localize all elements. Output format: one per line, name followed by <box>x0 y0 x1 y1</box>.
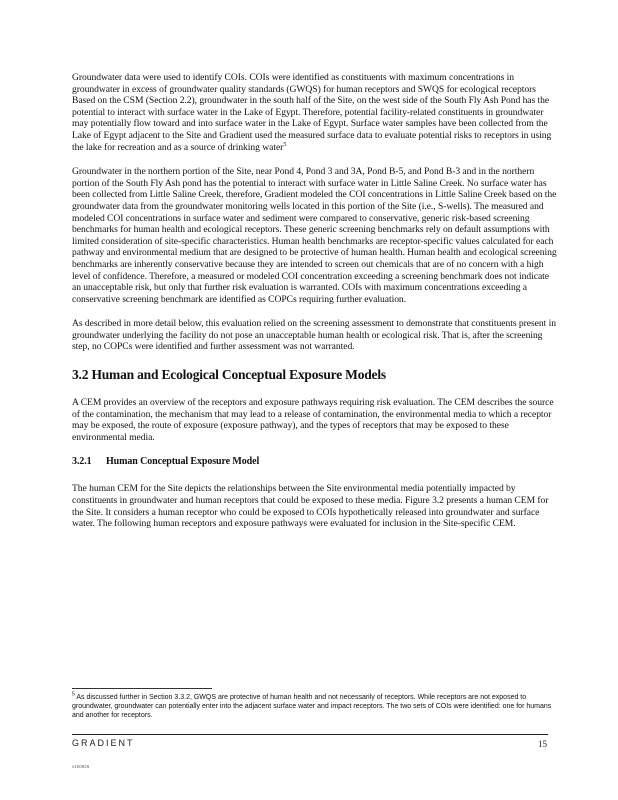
paragraph-cem-overview: A CEM provides an overview of the receptors and exposure pathways requiring risk evaluation. The CEM describes the source of the contamination, the mechanism that may lead to a release of contamination, the environmental media to which a receptor may be exposed, the route of exposure (exposure pathway), and the types of receptors that may be exposed to these environmental media. <box>72 397 554 443</box>
footnote-reference: 5 <box>283 141 287 148</box>
footnote-divider <box>72 688 212 689</box>
footnote-marker: 5 <box>72 691 75 698</box>
subsection-heading <box>72 456 560 467</box>
subsection-title: Human Conceptual Exposure Model <box>106 456 260 468</box>
company-logo: GRADIENT <box>72 738 135 748</box>
footnote <box>72 693 560 720</box>
section-heading: 3.2 Human and Ecological Conceptual Exposure Models <box>72 367 386 383</box>
document-page <box>72 72 560 543</box>
document-code: v160926 <box>72 764 90 769</box>
paragraph-northern-portion: Groundwater in the northern portion of the Site, near Pond 4, Pond 3 and 3A, Pond B-5, and Pond B-3 and in the northern portion of the South Fly Ash pond has the potential to interact with surface water in Little Saline Creek. No surface water has been collected from Little Saline Creek, therefore, Gradient modeled the COI concentrations in Little Saline Creek based on the groundwater data from the groundwater monitoring wells located in this portion of the Site (i.e., S-wells). The measured and modeled COI concentrations in surface water and sediment were compared to conservative, generic risk-based screening benchmarks for human health and ecological receptors. These generic screening benchmarks rely on default assumptions with limited consideration of site-specific characteristics. Human health benchmarks are receptor-specific values calculated for each pathway and environmental medium that are designed to be protective of human health. Human health and ecological screening benchmarks are inherently conservative because they are intended to screen out chemicals that are of no concern with a high level of confidence. Therefore, a measured or modeled COI concentration exceeding a screening benchmark does not indicate an unacceptable risk, but only that further risk evaluation is warranted. COIs with maximum concentrations exceeding a conservative screening benchmark are identified as COPCs requiring further evaluation. <box>72 166 557 305</box>
paragraph-text: Groundwater data were used to identify COIs. COIs were identified as constituents with maximum concentrations in groundwater in excess of groundwater quality standards (GWQS) for human receptors and SWQS for ecological receptors Based on the CSM (Section 2.2), groundwater in the south half of the Site, on the west side of the South Fly Ash Pond has the potential to interact with surface water in the Lake of Egypt. Therefore, potential facility-related constituents in groundwater may potentially flow toward and into surface water in the Lake of Egypt. Surface water samples have been collected from the Lake of Egypt adjacent to the Site and Gradient used the measured surface data to evaluate potential risks to receptors in using the lake for recreation and as a source of drinking water <box>72 72 552 153</box>
paragraph-groundwater-cois <box>72 72 560 153</box>
page-number: 15 <box>538 739 547 749</box>
subsection-number: 3.2.1 <box>72 456 92 468</box>
footnote-text: As discussed further in Section 3.3.2, GWQS are protective of human health and not necessarily of receptors. While receptors are not exposed to groundwater, groundwater can potentially enter into the adjacent surface water and impact receptors. The two sets of COIs were identified: one for humans and another for receptors. <box>72 694 552 719</box>
paragraph-human-cem: The human CEM for the Site depicts the relationships between the Site environmental media potentially impacted by constituents in groundwater and human receptors that could be exposed to these media. Figure 3.2 presents a human CEM for the Site. It considers a human receptor who could be exposed to COIs hypothetically released into groundwater and surface water. The following human receptors and exposure pathways were evaluated for inclusion in the Site-specific CEM. <box>72 483 549 530</box>
paragraph-screening-assessment: As described in more detail below, this evaluation relied on the screening assessment to demonstrate that constituents present in groundwater underlying the facility do not pose an unacceptable human health or ecological risk. That is, after the screening step, no COPCs were identified and further assessment was not warranted. <box>72 318 556 353</box>
footer-divider <box>72 734 548 735</box>
